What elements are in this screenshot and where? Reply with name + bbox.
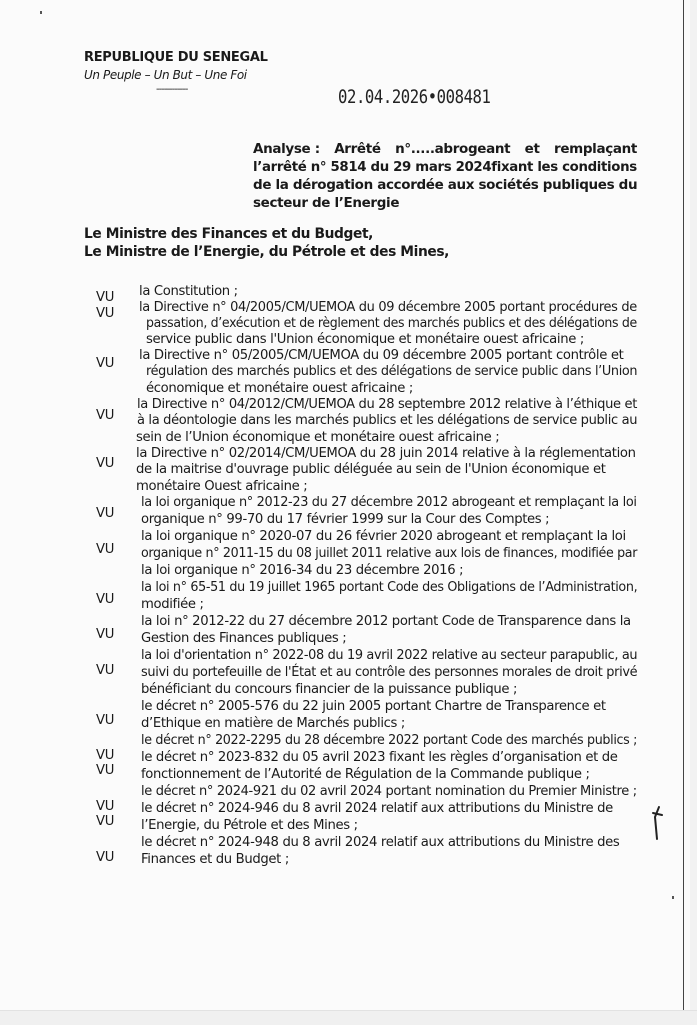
analyse-block — [253, 140, 637, 212]
vu-label: VU — [96, 542, 115, 557]
vu-label: VU — [96, 506, 115, 521]
vu-text-line: la loi n° 65-51 du 19 juillet 1965 portant Code des Obligations de l’Administration, — [141, 580, 638, 595]
analyse-line-4: secteur de l’Energie — [253, 195, 400, 211]
vu-text-line: organique n° 2011-15 du 08 juillet 2011 relative aux lois de finances, modifiée par — [141, 546, 638, 561]
vu-text-line: la Directive n° 02/2014/CM/UEMOA du 28 juin 2014 relative à la réglementation — [136, 446, 636, 461]
vu-label: VU — [96, 814, 115, 829]
vu-text-line: le décret n° 2024-921 du 02 avril 2024 portant nomination du Premier Ministre ; — [141, 784, 637, 799]
vu-label: VU — [96, 799, 115, 814]
vu-text-line: la loi n° 2012-22 du 27 décembre 2012 portant Code de Transparence dans la — [141, 614, 631, 629]
country-header: REPUBLIQUE DU SENEGAL — [84, 50, 268, 65]
page-bottom-fold — [0, 1010, 697, 1025]
vu-text-line: la loi organique n° 2020-07 du 26 février 2020 abrogeant et remplaçant la loi — [141, 529, 626, 544]
vu-text-line: Finances et du Budget ; — [141, 852, 289, 867]
vu-label: VU — [96, 850, 115, 865]
analyse-word: Arrêté — [334, 141, 381, 157]
vu-text-line: la loi organique n° 2016-34 du 23 décembre 2016 ; — [141, 563, 464, 578]
vu-text-line: Gestion des Finances publiques ; — [141, 631, 347, 646]
vu-text-line: la loi organique n° 2012-23 du 27 décembre 2012 abrogeant et remplaçant la loi — [141, 495, 637, 510]
vu-text-line: le décret n° 2024-946 du 8 avril 2024 relatif aux attributions du Ministre de — [141, 801, 613, 816]
vu-text-line: l’Energie, du Pétrole et des Mines ; — [141, 818, 358, 833]
vu-label: VU — [96, 713, 115, 728]
vu-text-line: régulation des marchés publics et des délégations de service public dans l’Union — [146, 364, 638, 379]
vu-text-line: bénéficiant du concours financier de la puissance publique ; — [141, 682, 518, 697]
vu-text-line: passation, d’exécution et de règlement des marchés publics et des délégations de — [146, 316, 637, 331]
vu-text-line: le décret n° 2024-948 du 8 avril 2024 relatif aux attributions du Ministre des — [141, 835, 620, 850]
vu-text-line: fonctionnement de l’Autorité de Régulation de la Commande publique ; — [141, 767, 590, 782]
vu-text-line: la loi d'orientation n° 2022-08 du 19 avril 2022 relative au secteur parapublic, au — [141, 648, 638, 663]
registration-stamp: 02.04.2026•008481 — [338, 86, 491, 108]
vu-text-line: monétaire Ouest africaine ; — [136, 479, 308, 494]
header-separator: ------------ — [156, 84, 188, 95]
vu-text-line: la Directive n° 04/2005/CM/UEMOA du 09 décembre 2005 portant procédures de — [139, 300, 637, 315]
vu-text-line: la Directive n° 04/2012/CM/UEMOA du 28 septembre 2012 relative à l’éthique et — [137, 397, 637, 412]
vu-text-line: sein de l’Union économique et monétaire ouest africaine ; — [136, 430, 500, 445]
vu-text-line: le décret n° 2005-576 du 22 juin 2005 portant Chartre de Transparence et — [141, 699, 606, 714]
minister-energie: Le Ministre de l’Energie, du Pétrole et des Mines, — [84, 244, 449, 260]
analyse-word: n°.....abrogeant — [395, 141, 511, 157]
vu-label: VU — [96, 663, 115, 678]
vu-label: VU — [96, 627, 115, 642]
analyse-word: et — [524, 141, 540, 157]
vu-text-line: d’Ethique en matière de Marchés publics ; — [141, 716, 405, 731]
minister-finances: Le Ministre des Finances et du Budget, — [84, 226, 373, 242]
scan-margin — [690, 0, 697, 1024]
handwritten-initial-mark — [649, 803, 669, 843]
vu-label: VU — [96, 763, 115, 778]
vu-label: VU — [96, 748, 115, 763]
vu-text-line: le décret n° 2023-832 du 05 avril 2023 fixant les règles d’organisation et de — [141, 750, 618, 765]
analyse-line-3: de la dérogation accordée aux sociétés publiques du — [253, 177, 638, 193]
vu-label: VU — [96, 356, 115, 371]
vu-text-line: la Constitution ; — [139, 284, 238, 299]
vu-label: VU — [96, 408, 115, 423]
vu-text-line: de la maitrise d'ouvrage public déléguée au sein de l'Union économique et — [136, 462, 606, 477]
analyse-word: remplaçant — [554, 141, 637, 157]
national-motto: Un Peuple – Un But – Une Foi — [84, 68, 247, 82]
vu-text-line: le décret n° 2022-2295 du 28 décembre 2022 portant Code des marchés publics ; — [141, 733, 638, 748]
vu-label: VU — [96, 290, 115, 305]
vu-text-line: organique n° 99-70 du 17 février 1999 sur la Cour des Comptes ; — [141, 512, 550, 527]
vu-text-line: à la déontologie dans les marchés publics et les délégations de service public au — [137, 413, 638, 428]
scan-speck — [40, 11, 42, 14]
vu-label: VU — [96, 592, 115, 607]
vu-text-line: suivi du portefeuille de l'État et au contrôle des personnes morales de droit privé — [141, 665, 638, 680]
analyse-line-1 — [253, 140, 637, 158]
vu-text-line: modifiée ; — [141, 597, 204, 612]
analyse-line-2: l’arrêté n° 5814 du 29 mars 2024fixant les conditions — [253, 159, 637, 175]
scan-speck — [672, 896, 674, 899]
page-edge-line — [683, 0, 684, 1024]
analyse-label: Analyse : — [253, 141, 320, 157]
vu-text-line: économique et monétaire ouest africaine ; — [146, 381, 413, 396]
vu-text-line: service public dans l'Union économique et monétaire ouest africaine ; — [146, 332, 584, 347]
vu-label: VU — [96, 456, 115, 471]
vu-text-line: la Directive n° 05/2005/CM/UEMOA du 09 décembre 2005 portant contrôle et — [139, 348, 624, 363]
vu-label: VU — [96, 306, 115, 321]
